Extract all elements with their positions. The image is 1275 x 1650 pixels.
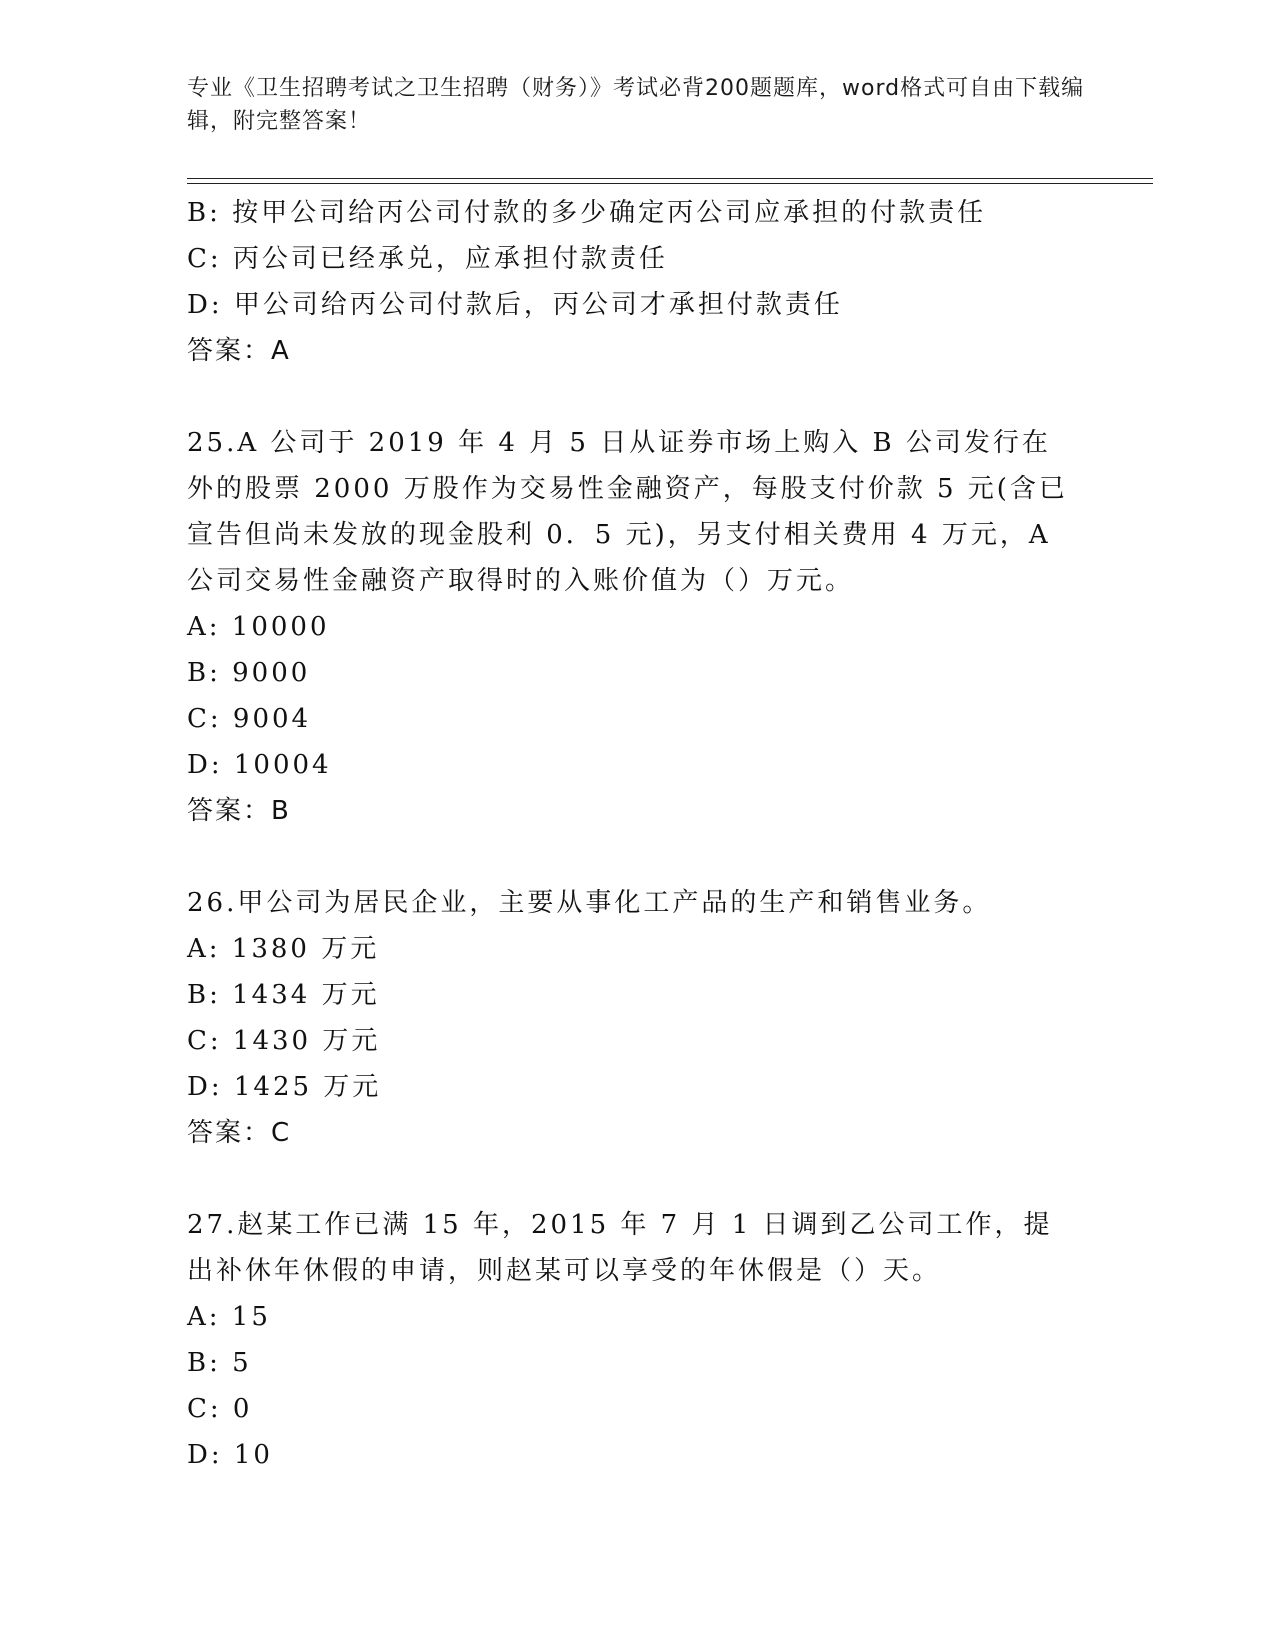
option-a: A: 1380 万元: [187, 934, 380, 964]
answer-line: 答案：A: [187, 336, 291, 366]
answer-line: 答案：B: [187, 796, 291, 826]
option-b: B: 按甲公司给丙公司付款的多少确定丙公司应承担的付款责任: [187, 198, 987, 228]
option-c: C: 0: [187, 1394, 253, 1424]
question-block-26: [187, 880, 1087, 1156]
option-d: D: 1425 万元: [187, 1072, 382, 1102]
option-a: A: 15: [187, 1302, 271, 1332]
option-b: B: 5: [187, 1348, 252, 1378]
question-block-24: [187, 190, 1087, 374]
question-block-25: [187, 420, 1087, 834]
question-list: [187, 190, 1087, 1478]
question-text: 25.A 公司于 2019 年 4 月 5 日从证券市场上购入 B 公司发行在外的股票 2000 万股作为交易性金融资产，每股支付价款 5 元(含已宣告但尚未发放的现金股利 0．5 元)，另支付相关费用 4 万元，A 公司交易性金融资产取得时的入账价值为（）万元。: [187, 428, 1068, 596]
question-block-27: [187, 1202, 1087, 1478]
header-divider-bottom: [187, 183, 1153, 184]
option-b: B: 1434 万元: [187, 980, 380, 1010]
option-a: A: 10000: [187, 612, 330, 642]
option-c: C: 1430 万元: [187, 1026, 381, 1056]
option-d: D: 10: [187, 1440, 273, 1470]
option-c: C: 丙公司已经承兑，应承担付款责任: [187, 244, 668, 274]
option-d: D: 10004: [187, 750, 332, 780]
header-divider-top: [187, 178, 1153, 179]
option-c: C: 9004: [187, 704, 312, 734]
question-text: 27.赵某工作已满 15 年，2015 年 7 月 1 日调到乙公司工作，提出补休年休假的申请，则赵某可以享受的年休假是（）天。: [187, 1210, 1053, 1286]
answer-line: 答案：C: [187, 1118, 292, 1148]
document-header: 专业《卫生招聘考试之卫生招聘（财务）》考试必背200题题库，word格式可自由下载编辑，附完整答案！: [187, 76, 1085, 134]
option-d: D: 甲公司给丙公司付款后，丙公司才承担付款责任: [187, 290, 843, 320]
question-text: 26.甲公司为居民企业，主要从事化工产品的生产和销售业务。: [187, 888, 992, 918]
option-b: B: 9000: [187, 658, 311, 688]
